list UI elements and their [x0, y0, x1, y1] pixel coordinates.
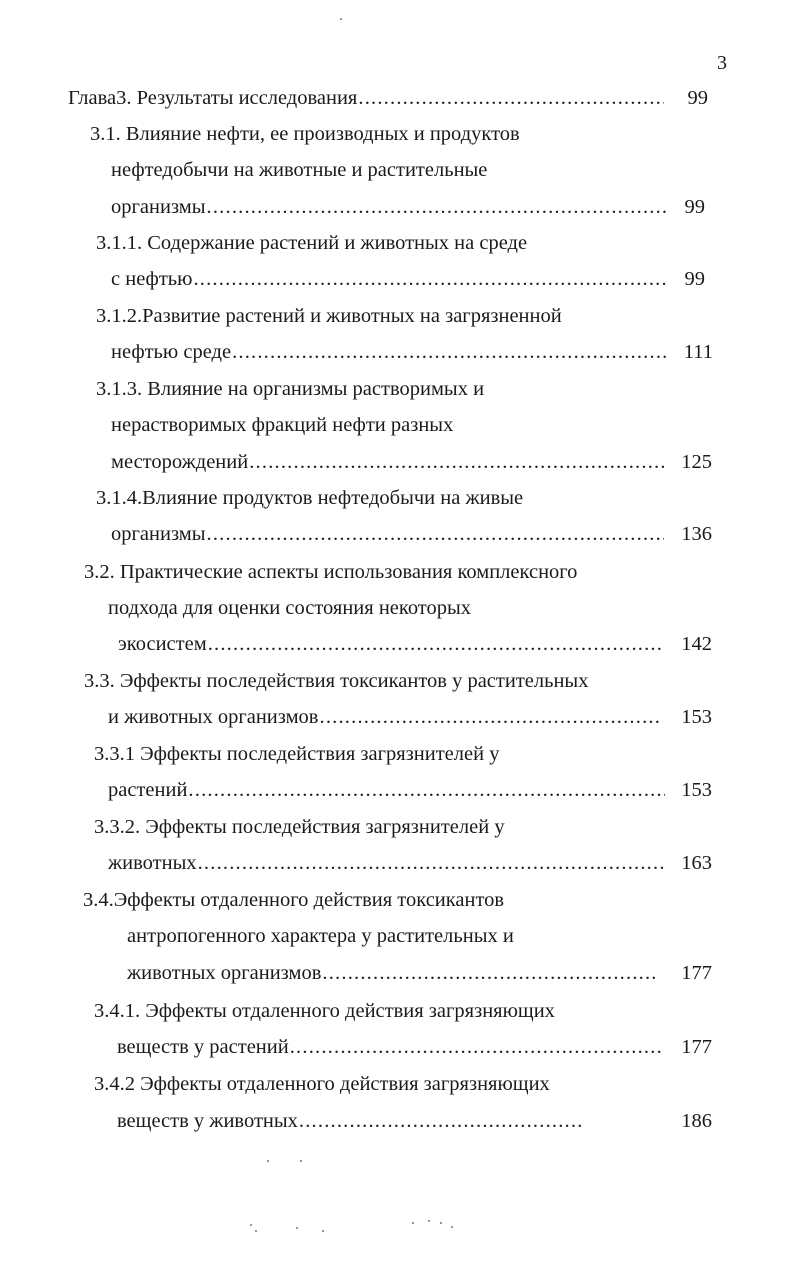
toc-page-ref: 153	[681, 779, 712, 801]
leader-dots	[207, 194, 667, 220]
scan-speck	[255, 1230, 257, 1232]
scan-speck	[300, 1160, 302, 1162]
toc-entry-title: экосистем	[118, 633, 207, 655]
toc-entry-line	[117, 1034, 664, 1060]
toc-entry-line: 3.3.1 Эффекты последействия загрязнителей у	[94, 743, 500, 765]
page-number: 3	[717, 52, 727, 74]
toc-page-ref: 136	[681, 523, 712, 545]
toc-entry-line: 3.1.1. Содержание растений и животных на среде	[96, 232, 528, 254]
toc-page-ref: 125	[681, 451, 712, 473]
toc-entry-line: 3.1.4.Влияние продуктов нефтедобычи на живые	[96, 487, 524, 509]
toc-entry-title: растений	[108, 779, 188, 801]
leader-dots	[358, 85, 664, 111]
toc-entry-line	[108, 704, 660, 730]
toc-page-ref: 99	[684, 196, 705, 218]
leader-dots	[207, 521, 664, 547]
toc-entry-line	[117, 1108, 584, 1134]
toc-entry-line: антропогенного характера у растительных и	[127, 925, 514, 947]
toc-entry-line: 3.4.Эффекты отдаленного действия токсикантов	[83, 889, 505, 911]
toc-entry-line: 3.1.2.Развитие растений и животных на загрязненной	[96, 305, 562, 327]
toc-entry-title: животных	[108, 852, 197, 874]
scan-speck	[428, 1220, 430, 1222]
leader-dots	[299, 1108, 584, 1134]
toc-entry-line	[118, 631, 664, 657]
leader-dots	[320, 704, 661, 730]
leader-dots	[322, 960, 657, 986]
scan-speck	[412, 1222, 414, 1224]
leader-dots	[198, 850, 665, 876]
leader-dots	[290, 1034, 664, 1060]
toc-page-ref: 177	[681, 962, 712, 984]
leader-dots	[232, 339, 666, 365]
scan-speck	[250, 1224, 252, 1226]
toc-entry-line	[111, 449, 664, 475]
leader-dots	[188, 777, 665, 803]
toc-entry-line	[127, 960, 657, 986]
toc-entry-line: 3.1.3. Влияние на организмы растворимых и	[96, 378, 485, 400]
toc-page-ref: 163	[681, 852, 712, 874]
toc-entry-line: нефтедобычи на животные и растительные	[111, 159, 488, 181]
toc-entry-line	[111, 521, 664, 547]
scan-speck	[267, 1160, 269, 1162]
toc-entry-line	[108, 777, 665, 803]
toc-entry-title: веществ у животных	[117, 1110, 298, 1132]
toc-entry-line: 3.2. Практические аспекты использования комплексного	[84, 561, 578, 583]
scan-speck	[296, 1227, 298, 1229]
toc-entry-title: Глава3. Результаты исследования	[68, 87, 358, 109]
toc-entry-line: 3.1. Влияние нефти, ее производных и продуктов	[90, 123, 520, 145]
toc-entry-title: месторождений	[111, 451, 249, 473]
toc-entry-title: организмы	[111, 196, 206, 218]
toc-entry-title: с нефтью	[111, 268, 193, 290]
toc-entry-line: 3.4.1. Эффекты отдаленного действия загрязняющих	[94, 1000, 555, 1022]
toc-entry-title: веществ у растений	[117, 1036, 289, 1058]
toc-page-ref: 142	[681, 633, 712, 655]
scan-speck	[451, 1226, 453, 1228]
toc-page-ref: 99	[684, 268, 705, 290]
leader-dots	[208, 631, 664, 657]
toc-page-ref: 111	[683, 341, 713, 363]
toc-entry-line	[68, 85, 664, 111]
toc-entry-line: подхода для оценки состояния некоторых	[108, 597, 472, 619]
toc-entry-line	[108, 850, 665, 876]
toc-page-ref: 99	[687, 87, 708, 109]
toc-entry-line: 3.3.2. Эффекты последействия загрязнителей у	[94, 816, 505, 838]
scan-speck	[322, 1230, 324, 1232]
toc-entry-line: 3.3. Эффекты последействия токсикантов у растительных	[84, 670, 589, 692]
scan-speck	[340, 18, 342, 20]
toc-entry-title: и животных организмов	[108, 706, 319, 728]
toc-entry-line	[111, 266, 666, 292]
toc-page-ref: 177	[681, 1036, 712, 1058]
toc-page-ref: 186	[681, 1110, 712, 1132]
toc-entry-title: животных организмов	[127, 962, 322, 984]
leader-dots	[193, 266, 666, 292]
toc-entry-line	[111, 339, 666, 365]
toc-entry-line: 3.4.2 Эффекты отдаленного действия загрязняющих	[94, 1073, 550, 1095]
toc-entry-title: организмы	[111, 523, 206, 545]
leader-dots	[249, 449, 664, 475]
toc-page-ref: 153	[681, 706, 712, 728]
toc-entry-line	[111, 194, 667, 220]
toc-entry-title: нефтью среде	[111, 341, 232, 363]
toc-entry-line: нерастворимых фракций нефти разных	[111, 414, 454, 436]
scan-speck	[440, 1222, 442, 1224]
